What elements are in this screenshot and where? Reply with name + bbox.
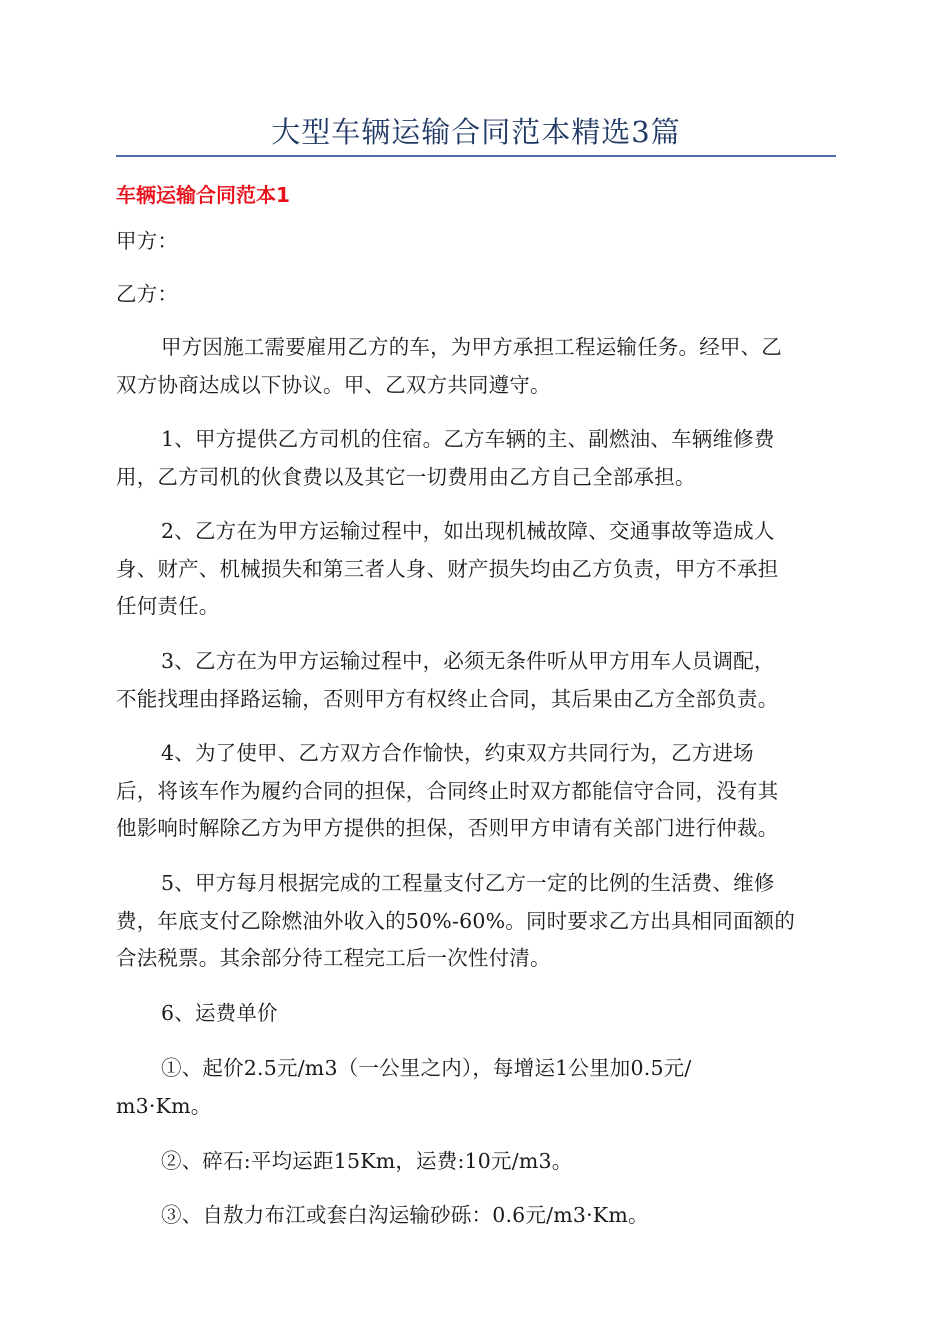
paragraph-clause-5 xyxy=(116,865,836,978)
paragraph-rate-1 xyxy=(116,1050,836,1125)
paragraph-rate-3 xyxy=(116,1197,836,1235)
paragraph-rate-2 xyxy=(116,1143,836,1181)
paragraph-clause-2 xyxy=(116,513,836,626)
paragraph-clause-6 xyxy=(116,995,836,1033)
text-line: 后，将该车作为履约合同的担保，合同终止时双方都能信守合同，没有其 xyxy=(116,778,779,803)
text-line: 他影响时解除乙方为甲方提供的担保，否则甲方申请有关部门进行仲裁。 xyxy=(116,816,779,840)
text-line: 甲方： xyxy=(116,229,179,253)
text-line: 不能找理由择路运输，否则甲方有权终止合同，其后果由乙方全部负责。 xyxy=(116,686,779,711)
text-line: 双方协商达成以下协议。甲、乙双方共同遵守。 xyxy=(116,372,551,397)
text-line: 6、运费单价 xyxy=(161,1001,278,1025)
text-line: 4、为了使甲、乙方双方合作愉快，约束双方共同行为，乙方进场 xyxy=(161,741,754,765)
text-line: ②、碎石:平均运距15Km，运费:10元/m3。 xyxy=(161,1149,573,1173)
paragraph-clause-3 xyxy=(116,643,836,718)
text-line: 用，乙方司机的伙食费以及其它一切费用由乙方自己全部承担。 xyxy=(116,464,696,489)
text-line: ①、起价2.5元/m3（一公里之内），每增运1公里加0.5元/ xyxy=(161,1056,692,1080)
paragraph-intro xyxy=(116,329,836,404)
text-line: 费，年底支付乙除燃油外收入的50%-60%。同时要求乙方出具相同面额的 xyxy=(116,908,796,933)
text-line: 3、乙方在为甲方运输过程中，必须无条件听从甲方用车人员调配， xyxy=(161,649,775,673)
title-divider xyxy=(116,155,836,157)
text-line: 1、甲方提供乙方司机的住宿。乙方车辆的主、副燃油、车辆维修费 xyxy=(161,427,775,451)
section-heading: 车辆运输合同范本1 xyxy=(116,183,290,207)
party-b-label xyxy=(116,276,836,314)
text-line: 甲方因施工需要雇用乙方的车，为甲方承担工程运输任务。经甲、乙 xyxy=(161,335,782,359)
party-a-label xyxy=(116,223,836,261)
text-line: 合法税票。其余部分待工程完工后一次性付清。 xyxy=(116,946,551,970)
text-line: 身、财产、机械损失和第三者人身、财产损失均由乙方负责，甲方不承担 xyxy=(116,556,779,581)
text-line: m3·Km。 xyxy=(116,1093,212,1118)
text-line: 5、甲方每月根据完成的工程量支付乙方一定的比例的生活费、维修 xyxy=(161,871,775,895)
text-line: ③、自敖力布江或套白沟运输砂砾：0.6元/m3·Km。 xyxy=(161,1203,649,1227)
paragraph-clause-1 xyxy=(116,421,836,496)
text-line: 乙方： xyxy=(116,282,179,306)
paragraph-clause-4 xyxy=(116,735,836,848)
document-title: 大型车辆运输合同范本精选3篇 xyxy=(271,115,681,149)
text-line: 2、乙方在为甲方运输过程中，如出现机械故障、交通事故等造成人 xyxy=(161,519,775,543)
text-line: 任何责任。 xyxy=(116,594,220,618)
